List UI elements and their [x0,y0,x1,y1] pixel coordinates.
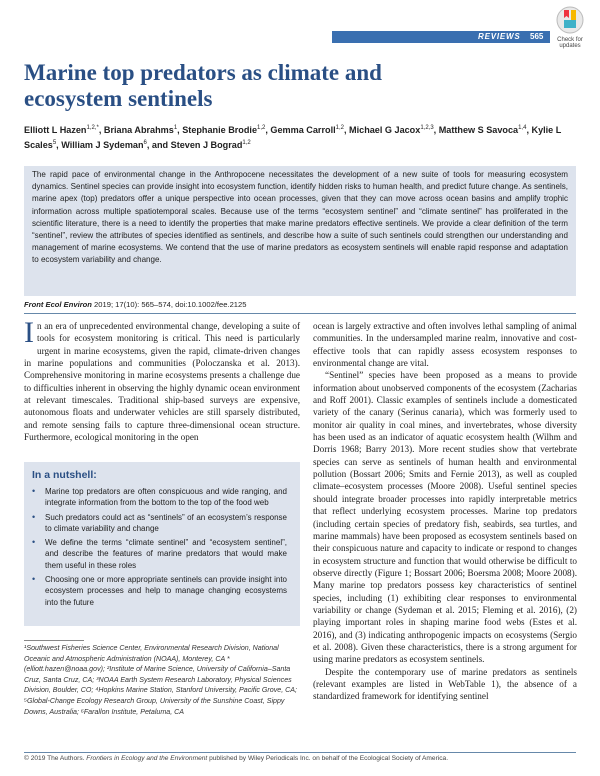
citation [24,300,246,309]
list-item: • We define the terms “climate sentinel” and “ecosystem sentinel”, and describe the features of marine predators that would make them useful in these roles [32,537,287,571]
drop-cap: I [24,316,34,349]
affiliations: ¹Southwest Fisheries Science Center, Environmental Research Division, National Oceanic and Atmospheric Administration (NOAA), Monterey, CA *(elliott.hazen@noaa.gov); ²Institute of Marine Science, University of California–Santa Cruz, Santa Cruz, CA; ³NOAA Earth System Research Laboratory, Physical Sciences Division, Boulder, CO; ⁴Hopkins Marine Station, Stanford University, Pacific Grove, CA; ⁵Global-Change Ecology Research Group, University of the Sunshine Coast, Sippy Downs, Australia; ⁶Farallon Institute, Petaluma, CA [24,644,298,716]
crossmark-label: Check for updates [557,37,583,49]
citation-details[interactable]: 2019; 17(10): 565–574, doi:10.1002/fee.2125 [91,300,247,309]
list-item: • Such predators could act as “sentinels” of an ecosystem’s response to climate variability and change [32,512,287,535]
body-column-right [313,320,577,703]
author[interactable]: Matthew S Savoca$^{1,4}$ [438,125,527,136]
citation-journal: Front Ecol Environ [24,300,92,309]
article-title: Marine top predators as climate and ecosystem sentinels [24,60,382,111]
author[interactable]: Elliott L Hazen$^{1,2,*}$ [24,125,99,136]
body-paragraph: ocean is largely extractive and often involves lethal sampling of animal communities. In the undersampled marine realm, innovative and cost-effective tools that can rapidly assess ecosystem responses to environmental change are vital. [313,321,577,369]
author[interactable]: Michael G Jacox$^{1,2,3}$ [349,125,434,136]
body-paragraph: Despite the contemporary use of marine predators as sentinels (relevant examples are listed in WebTable 1), the absence of a standardized framework for identifying sentinel [313,666,577,702]
abstract: The rapid pace of environmental change in the Anthropocene necessitates the development of a new suite of tools for measuring ecosystem dynamics. Sentinel species can provide insight into ecosystem function, identify hidden risks to human health, and predict future change. As sentinels, marine apex (top) predators offer a unique perspective into ocean processes, given that they can move across ocean basins and amplify trophic information across multiple spatiotemporal scales. Because use of the terms “ecosystem sentinel” and “climate sentinel” has proliferated in the scientific literature, there is a need to identify the properties that make marine predators effective sentinels. We provide a clear definition of the term “sentinel”, review the attributes of species identified as sentinels, and describe how a suite of such sentinels could strengthen our understanding and management of marine ecosystems. We contend that the use of marine predators as ecosystem sentinels will enable rapid response and adaptation to ecosystem variability and change. [32,170,568,265]
footnote-divider [24,640,84,641]
page-number: 565 [530,32,544,41]
body-column-left [24,316,300,443]
nutshell-title: In a nutshell: [32,469,97,481]
author[interactable]: William J Sydeman$^6$ [61,140,147,151]
divider [24,752,576,753]
divider [24,313,576,314]
section-label: REVIEWS [478,32,521,41]
author[interactable]: Steven J Bograd$^{1,2}$ [170,140,251,151]
nutshell-list [32,486,287,611]
author-list: Elliott L Hazen$^{1,2,*}$, Briana Abrahms$^1$, Stephanie Brodie$^{1,2}$, Gemma Carroll$^{1,2}$, Michael G Jacox$^{1,2,3}$, Matthew S Savoca$^{1,4}$, Kylie L Scales$^5$, William J Sydeman$^6$, and Steven J Bograd$^{1,2}$ [24,125,562,151]
author[interactable]: Kylie L Scales$^5$ [24,125,562,151]
list-item: • Choosing one or more appropriate sentinels can provide insight into ecosystem processes and help to manage changing ecosystems into the future [32,574,287,608]
list-item: • Marine top predators are often conspicuous and wide ranging, and integrate information from the bottom to the top of the food web [32,486,287,509]
copyright: © 2019 The Authors. Frontiers in Ecology and the Environment published by Wiley Periodicals Inc. on behalf of the Ecological Society of America. [24,755,449,762]
author[interactable]: Gemma Carroll$^{1,2}$ [270,125,344,136]
body-paragraph: “Sentinel” species have been proposed as a means to provide information about unobserved components of the ecosystem (Zacharias and Roff 2001). Classic examples of sentinels include a domesticated variety of the canary (Serinus canaria), which was formerly used to monitor air quality in coal mines, and invertebrates, whose diversity has been used as an indicator of aquatic ecosystem health (Wilhm and Dorris 1968; Barry 2013). More recent studies show that vertebrate species can serve as sentinels of human health and environmental pollution (Bossart 2006; Smits and Fernie 2013), as well as coupled climate–ecosystem processes (Moore 2008). Useful sentinel species should integrate broader processes into rapidly interpretable metrics that reflect underlying ecosystem processes. Marine top predators (including certain species of predatory fish, seabirds, sea turtles, and marine mammals) have been proposed as ecosystem sentinels based on their conspicuous nature and capacity to indicate or respond to changes in ecosystem structure and function that would otherwise be difficult to observe directly (Figure 1; Bossart 2006; Boersma 2008; Moore 2008). Many marine top predators possess key characteristics of sentinel species, including (1) exhibiting clear responses to environmental variability or change (Sydeman et al. 2015; Fleming et al. 2016), (2) playing important roles in shaping marine food webs (Estes et al. 2016), and (3) indicating anthropogenic impacts on ecosystems (Sergio et al. 2008). Given these characteristics, there is a strong argument for using marine predators as ecosystem sentinels. [313,370,577,665]
body-paragraph: n an era of unprecedented environmental change, developing a suite of tools for ecosystem monitoring is critical. This need is particularly urgent in marine ecosystems, given the rapid, climate-driven changes in marine populations and communities (Poloczanska et al. 2013). Comprehensive monitoring in marine ecosystems presents a challenge due to difficulties inherent in observing the highly dynamic ocean environment at relevant timescales. Traditional ship-based surveys are expensive, autonomous floats and underwater vehicles are still sparsely distributed, and remote sensing fails to capture three-dimensional ocean structure. Furthermore, ecological monitoring in the open [24,321,300,443]
author[interactable]: Briana Abrahms$^1$ [103,125,178,136]
author[interactable]: Stephanie Brodie$^{1,2}$ [182,125,266,136]
